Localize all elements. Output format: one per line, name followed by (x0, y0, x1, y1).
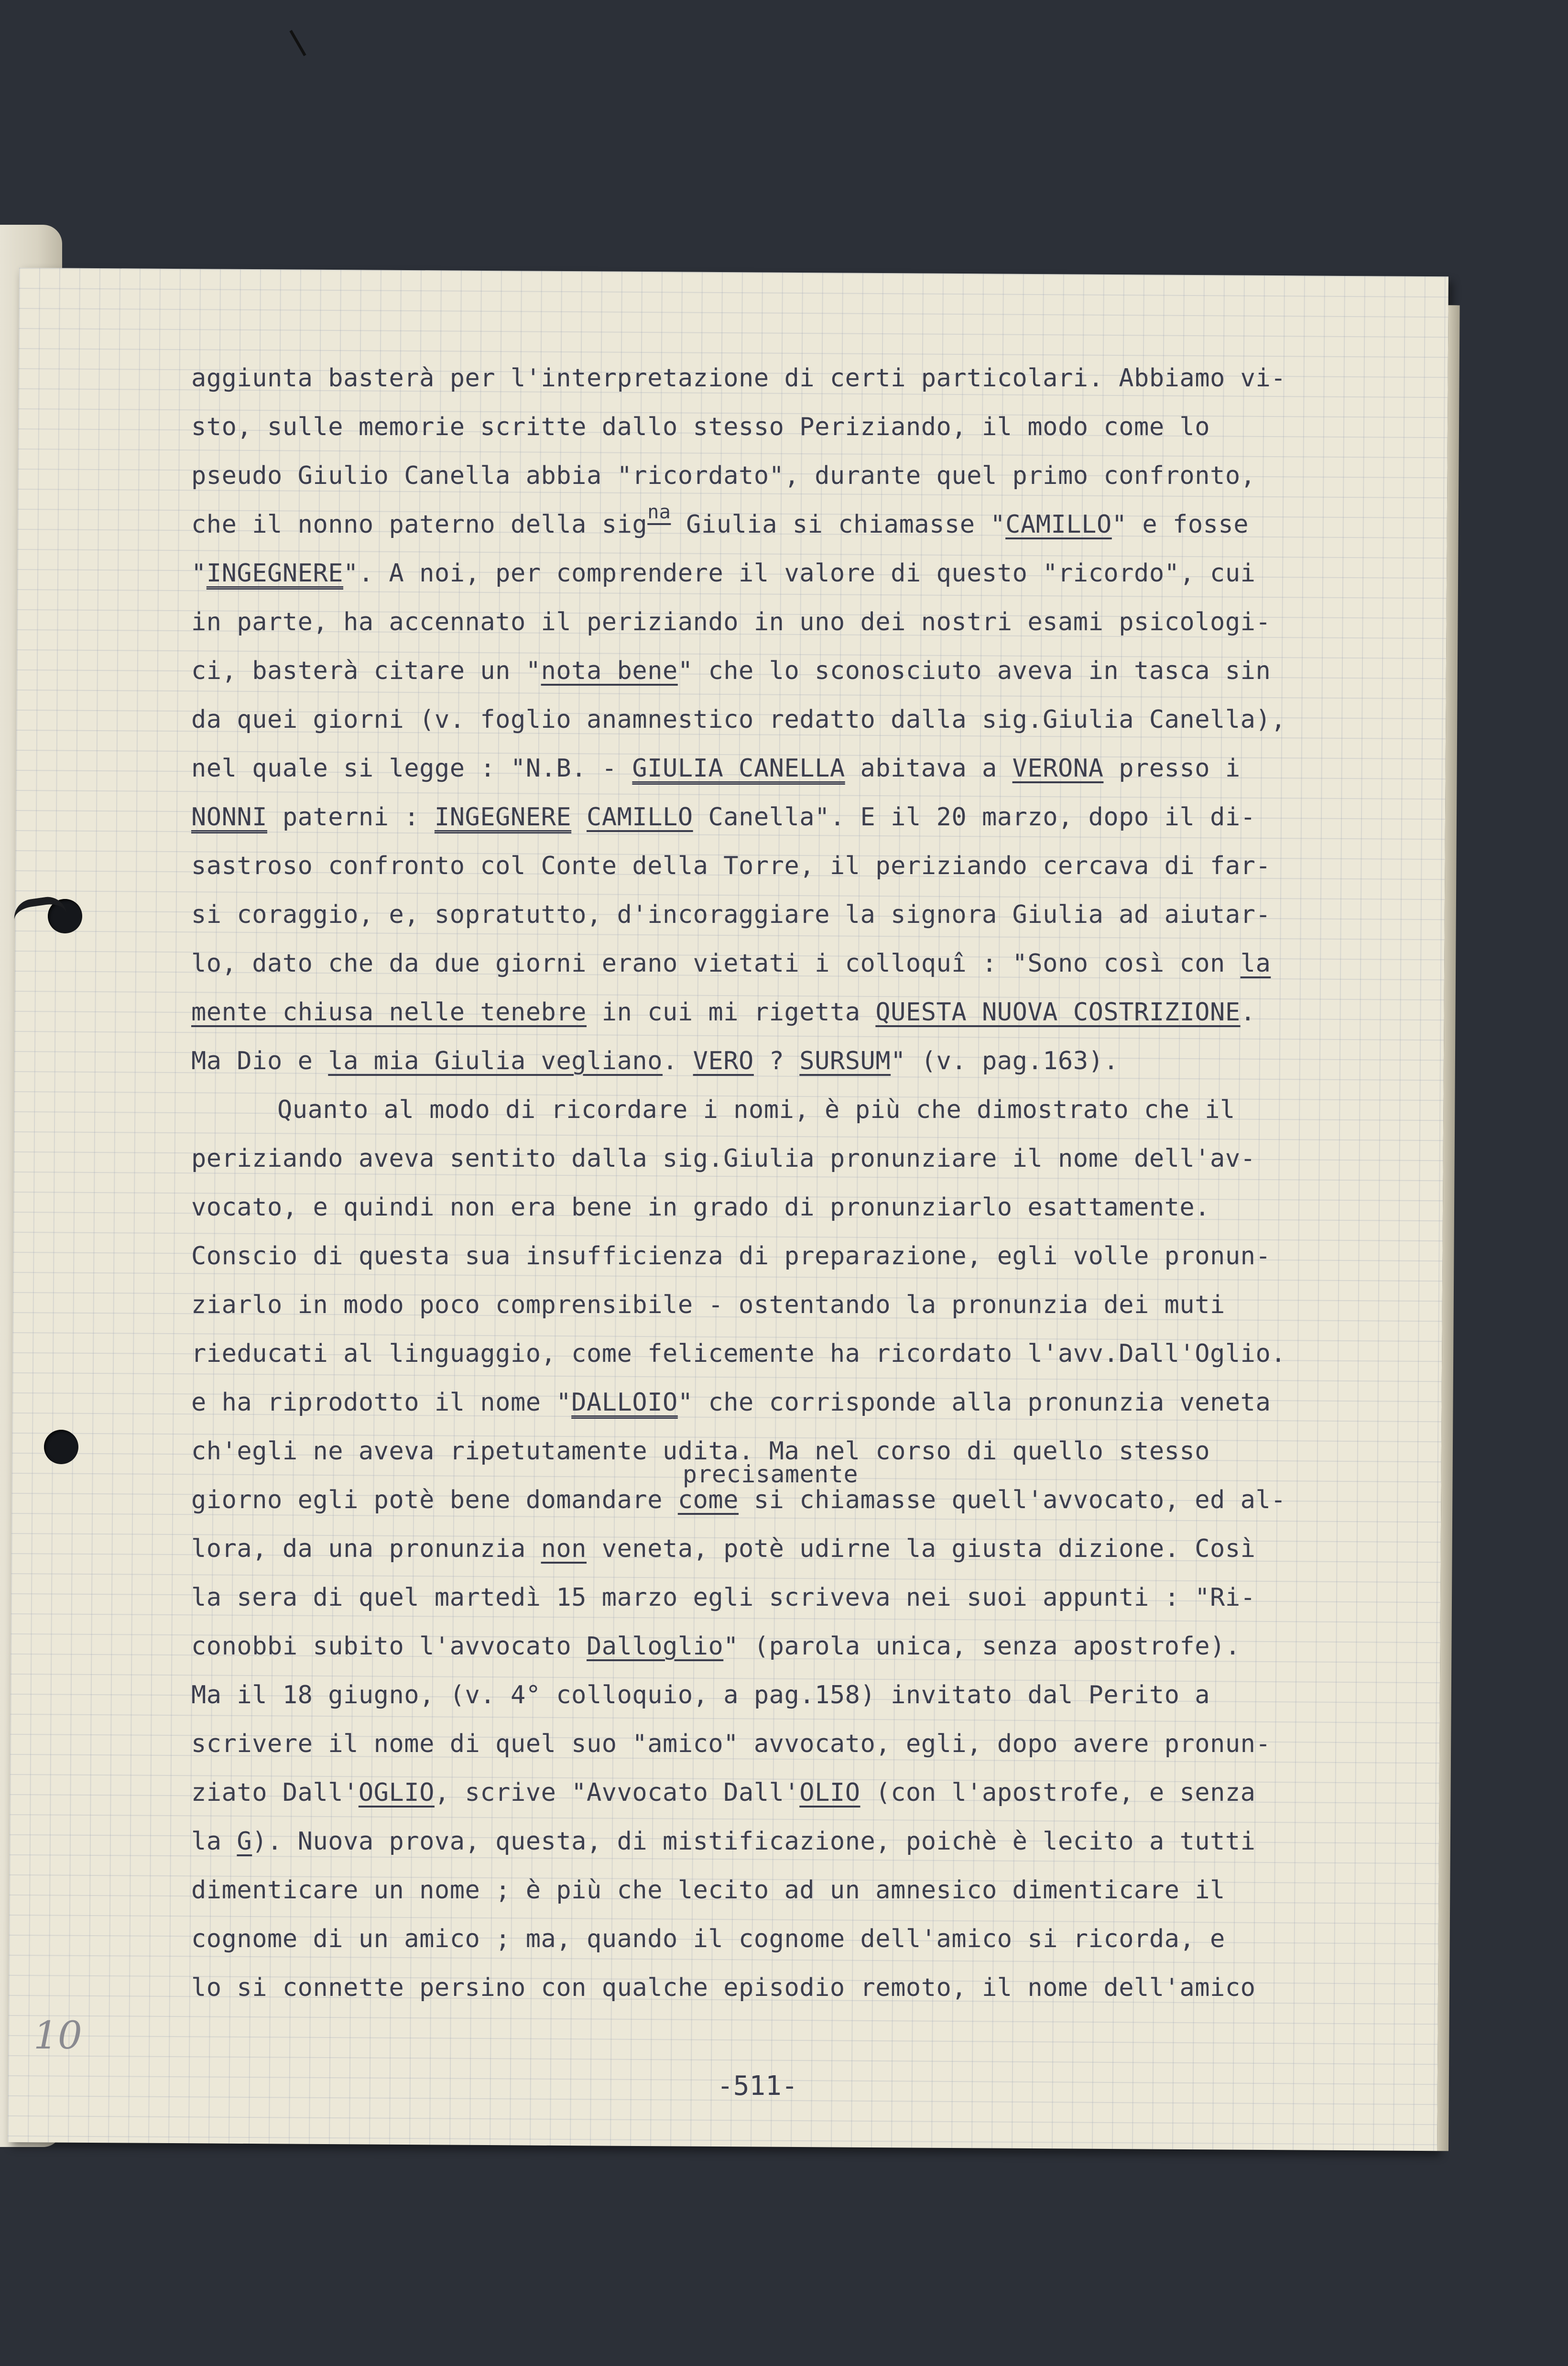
text-line (191, 1720, 1415, 1768)
text-run: rieducati al linguaggio, come felicemente ha ricordato l'avv.Dall'Oglio. (191, 1339, 1286, 1368)
text-line (191, 988, 1415, 1037)
underlined-text: GIULIA CANELLA (632, 754, 845, 783)
text-run: ziarlo in modo poco comprensibile - ostentando la pronunzia dei muti (191, 1291, 1225, 1319)
text-run: lo si connette persino con qualche episodio remoto, il nome dell'amico (191, 1973, 1256, 2002)
underlined-text: DALLOIO (571, 1388, 678, 1417)
text-run: Giulia si chiamasse " (671, 510, 1006, 539)
text-line (191, 598, 1415, 646)
text-line (191, 1622, 1415, 1671)
text-line (191, 1085, 1415, 1134)
text-run: " (191, 559, 207, 588)
text-line (191, 1378, 1415, 1427)
text-run: " (parola unica, senza apostrofe). (723, 1632, 1241, 1661)
underlined-text: SURSUM (799, 1047, 891, 1075)
text-line (191, 1817, 1415, 1866)
text-run: (con l'apostrofe, e senza (860, 1778, 1256, 1807)
text-run: ch'egli ne aveva ripetutamente udita. Ma nel corso di quello stesso (191, 1437, 1210, 1466)
underlined-text: INGEGNERE (206, 559, 344, 588)
text-run: periziando aveva sentito dalla sig.Giulia pronunziare il nome dell'av- (191, 1144, 1256, 1173)
text-run: Ma Dio e (191, 1047, 328, 1075)
text-run: . (1240, 998, 1256, 1027)
underlined-text: nota bene (541, 657, 678, 685)
text-run: Conscio di questa sua insufficienza di preparazione, egli volle pronun- (191, 1242, 1271, 1271)
text-line (191, 1329, 1415, 1378)
insertion-text: precisamente (682, 1460, 859, 1488)
text-run: e ha riprodotto il nome " (191, 1388, 572, 1417)
underlined-text: INGEGNERE (434, 803, 572, 832)
superscript: na (647, 501, 671, 523)
underlined-text: la mia Giulia vegliano (328, 1047, 663, 1075)
underlined-text: come (677, 1486, 739, 1514)
underlined-text: VERO (693, 1047, 754, 1075)
text-run: che il nonno paterno della sig (191, 510, 648, 539)
text-run: cognome di un amico ; ma, quando il cognome dell'amico si ricorda, e (191, 1925, 1225, 1953)
text-run: si chiamasse quell'avvocato, ed al- (739, 1486, 1286, 1514)
text-run: ? (753, 1047, 800, 1075)
text-line (191, 695, 1415, 744)
text-run: ziato Dall' (191, 1778, 359, 1807)
text-run: pseudo Giulio Canella abbia "ricordato", durante quel primo confronto, (191, 461, 1256, 490)
text-line (191, 354, 1415, 403)
text-line (191, 939, 1415, 988)
text-run: nel quale si legge : "N.B. - (191, 754, 632, 783)
text-run: Canella". E il 20 marzo, dopo il di- (693, 803, 1256, 832)
text-line (191, 1866, 1415, 1915)
text-run: ". A noi, per comprendere il valore di questo "ricordo", cui (343, 559, 1256, 588)
text-run: " (v. pag.163). (891, 1047, 1119, 1075)
text-line (191, 1037, 1415, 1085)
text-run: vocato, e quindi non era bene in grado di pronunziarlo esattamente. (191, 1193, 1210, 1222)
stray-mark (289, 30, 306, 56)
text-line (191, 500, 1415, 549)
text-run: veneta, potè udirne la giusta dizione. Così (586, 1534, 1256, 1563)
underlined-text: mente chiusa nelle tenebre (191, 998, 587, 1027)
text-run: aggiunta basterà per l'interpretazione di certi particolari. Abbiamo vi- (191, 364, 1286, 393)
text-line (191, 1573, 1415, 1622)
text-run: paterni : (267, 803, 435, 832)
page-edge (1437, 305, 1460, 2151)
text-line (191, 451, 1415, 500)
text-run: ci, basterà citare un " (191, 657, 541, 685)
text-run: " che corrisponde alla pronunzia veneta (677, 1388, 1271, 1417)
underlined-text: non (541, 1534, 587, 1563)
text-run: abitava a (845, 754, 1013, 783)
text-line (191, 403, 1415, 451)
text-line (191, 1232, 1415, 1281)
underlined-text: G (237, 1827, 252, 1856)
text-line (191, 1524, 1415, 1573)
text-line (191, 1460, 1415, 1524)
text-run: sto, sulle memorie scritte dallo stesso Periziando, il modo come lo (191, 413, 1210, 441)
text-run: " e fosse (1111, 510, 1249, 539)
text-line (191, 1915, 1415, 1963)
text-run: ). Nuova prova, questa, di mistificazione, poichè è lecito a tutti (252, 1827, 1256, 1856)
text-run: lo, dato che da due giorni erano vietati i colloquî : "Sono così con (191, 949, 1241, 978)
text-run: dimenticare un nome ; è più che lecito ad un amnesico dimenticare il (191, 1876, 1225, 1905)
underlined-text: Dalloglio (586, 1632, 724, 1661)
page-number: -511- (717, 2070, 798, 2102)
text-run (571, 803, 587, 832)
text-line (191, 744, 1415, 793)
text-line (191, 890, 1415, 939)
text-run: presso i (1103, 754, 1241, 783)
handwritten-insertion (677, 1460, 859, 1524)
text-run: in cui mi rigetta (586, 998, 876, 1027)
text-line (191, 1134, 1415, 1183)
text-run: , scrive "Avvocato Dall' (434, 1778, 800, 1807)
text-run: Ma il 18 giugno, (v. 4° colloquio, a pag.158) invitato dal Perito a (191, 1681, 1210, 1709)
text-run: " che lo sconosciuto aveva in tasca sin (677, 657, 1271, 685)
text-line (191, 1671, 1415, 1720)
text-run: la (191, 1827, 237, 1856)
text-run: . (663, 1047, 693, 1075)
typed-text-body (191, 354, 1415, 2012)
text-run: in parte, ha accennato il periziando in uno dei nostri esami psicologi- (191, 608, 1271, 636)
text-run: la sera di quel martedì 15 marzo egli scriveva nei suoi appunti : "Ri- (191, 1583, 1256, 1612)
underlined-text: OGLIO (358, 1778, 435, 1807)
text-run: da quei giorni (v. foglio anamnestico redatto dalla sig.Giulia Canella), (191, 705, 1286, 734)
text-line (191, 793, 1415, 842)
text-run: giorno egli potè bene domandare (191, 1486, 678, 1514)
text-line (191, 842, 1415, 890)
text-line (191, 1281, 1415, 1329)
text-run: si coraggio, e, sopratutto, d'incoraggiare la signora Giulia ad aiutar- (191, 900, 1271, 929)
underlined-text: CAMILLO (587, 803, 693, 832)
underlined-text: VERONA (1012, 754, 1104, 783)
text-run: conobbi subito l'avvocato (191, 1632, 587, 1661)
underlined-text: QUESTA NUOVA COSTRIZIONE (875, 998, 1241, 1027)
text-run: sastroso confronto col Conte della Torre, il periziando cercava di far- (191, 852, 1271, 880)
margin-note: 10 (33, 2013, 82, 2058)
underlined-text: la (1240, 949, 1271, 978)
text-line (191, 549, 1415, 598)
text-run: Quanto al modo di ricordare i nomi, è più che dimostrato che il (277, 1095, 1235, 1124)
underlined-text: OLIO (799, 1778, 860, 1807)
binder-hole-bottom (44, 1430, 78, 1464)
underlined-text: NONNI (191, 803, 268, 832)
underlined-text: CAMILLO (1005, 510, 1112, 539)
text-line (191, 1963, 1415, 2012)
text-run: lora, da una pronunzia (191, 1534, 541, 1563)
text-line (191, 1183, 1415, 1232)
text-run: scrivere il nome di quel suo "amico" avvocato, egli, dopo avere pronun- (191, 1730, 1271, 1758)
text-line (191, 1768, 1415, 1817)
text-line (191, 646, 1415, 695)
